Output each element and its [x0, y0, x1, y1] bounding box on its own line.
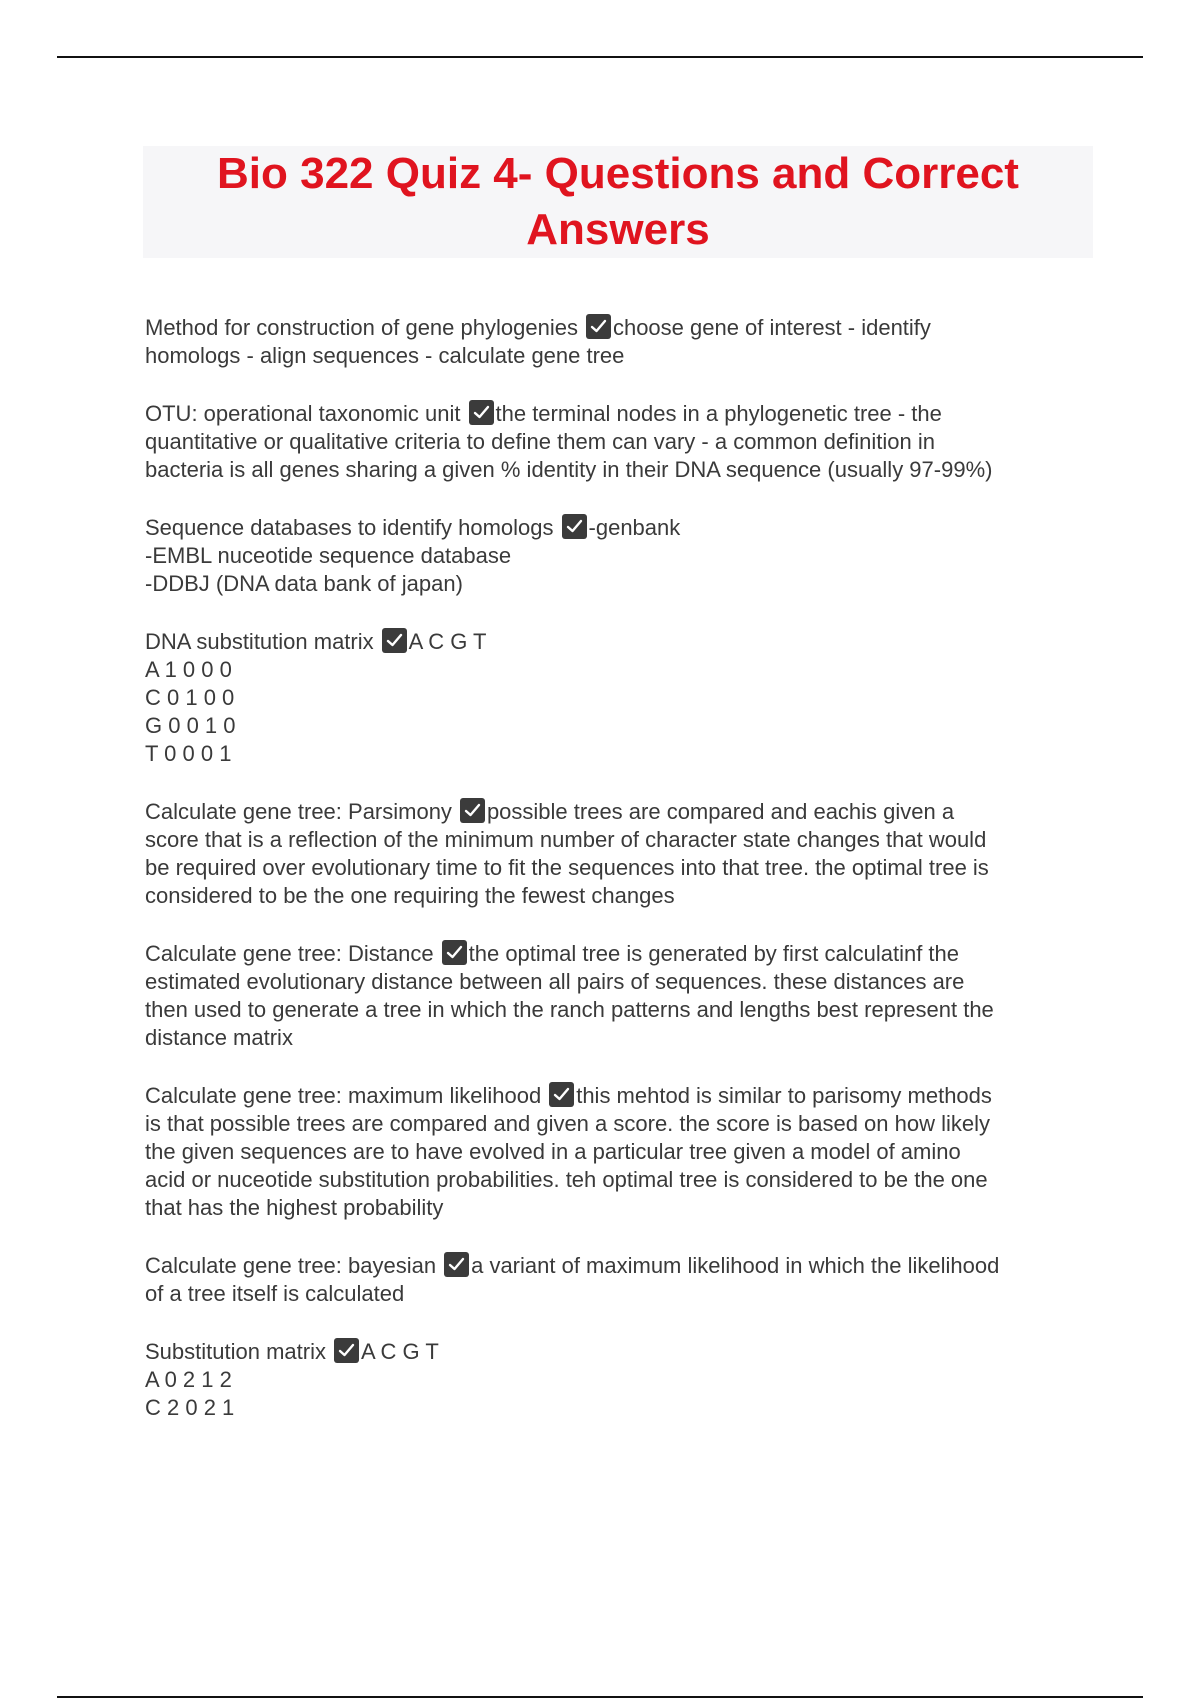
page-title: Bio 322 Quiz 4- Questions and Correct Answers — [217, 149, 1019, 254]
check-icon — [382, 628, 407, 653]
title-banner — [143, 146, 1093, 258]
answer-text: possible trees are compared and eachis given a score that is a reflection of the minimum number of character state changes that would be required over evolutionary time to fit the sequences into that tree. the optimal tree is considered to be the one requiring the fewest changes — [145, 799, 989, 908]
answer-text: A C G T A 0 2 1 2 C 2 0 2 1 — [145, 1339, 439, 1420]
check-icon — [469, 400, 494, 425]
qa-item — [145, 400, 1095, 484]
question-text: DNA substitution matrix — [145, 629, 374, 654]
qa-item — [145, 798, 1095, 910]
check-icon — [586, 314, 611, 339]
answer-text: this mehtod is similar to parisomy methods is that possible trees are compared and given a score. the score is based on how likely the given sequences are to have evolved in a particular tree given a model of amino acid or nuceotide substitution probabilities. teh optimal tree is considered to be the one that has the highest probability — [145, 1083, 992, 1220]
qa-item — [145, 628, 1095, 768]
check-icon — [549, 1082, 574, 1107]
check-icon — [442, 940, 467, 965]
question-text: Substitution matrix — [145, 1339, 326, 1364]
question-text: OTU: operational taxonomic unit — [145, 401, 461, 426]
question-text: Calculate gene tree: maximum likelihood — [145, 1083, 542, 1108]
question-text: Calculate gene tree: Distance — [145, 941, 434, 966]
question-text: Calculate gene tree: Parsimony — [145, 799, 452, 824]
answer-text: a variant of maximum likelihood in which the likelihood of a tree itself is calculated — [145, 1253, 1000, 1306]
question-text: Calculate gene tree: bayesian — [145, 1253, 437, 1278]
top-divider — [57, 56, 1143, 58]
qa-item — [145, 940, 1095, 1052]
check-icon — [444, 1252, 469, 1277]
qa-list — [145, 314, 1095, 1452]
answer-text: A C G T A 1 0 0 0 C 0 1 0 0 G 0 0 1 0 T 0 0 0 1 — [145, 629, 487, 766]
question-text: Sequence databases to identify homologs — [145, 515, 554, 540]
check-icon — [460, 798, 485, 823]
qa-item — [145, 1082, 1095, 1222]
check-icon — [562, 514, 587, 539]
answer-text: choose gene of interest - identify homologs - align sequences - calculate gene tree — [145, 315, 931, 368]
answer-text: the terminal nodes in a phylogenetic tree - the quantitative or qualitative criteria to define them can vary - a common definition in bacteria is all genes sharing a given % identity in their DNA sequence (usually 97-99%) — [145, 401, 993, 482]
qa-item — [145, 514, 1095, 598]
qa-item — [145, 1338, 1095, 1422]
check-icon — [334, 1338, 359, 1363]
qa-item — [145, 1252, 1095, 1308]
question-text: Method for construction of gene phylogenies — [145, 315, 578, 340]
answer-text: -genbank -EMBL nuceotide sequence database -DDBJ (DNA data bank of japan) — [145, 515, 681, 596]
answer-text: the optimal tree is generated by first calculatinf the estimated evolutionary distance between all pairs of sequences. these distances are then used to generate a tree in which the ranch patterns and lengths best represent the distance matrix — [145, 941, 994, 1050]
bottom-divider — [57, 1696, 1143, 1698]
qa-item — [145, 314, 1095, 370]
